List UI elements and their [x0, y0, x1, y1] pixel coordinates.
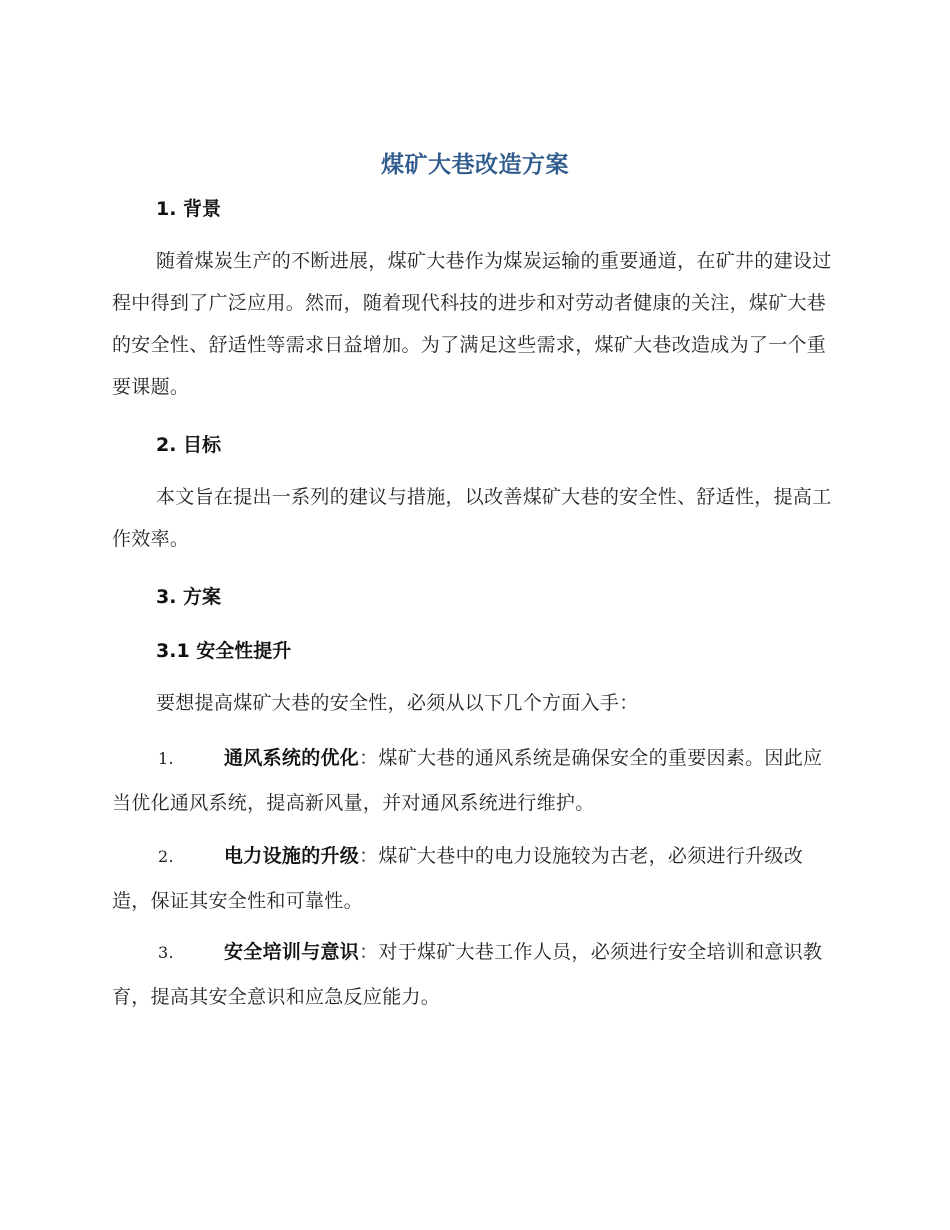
list-text: ：对于煤矿大巷工作人员，必须进行安全培训和意识教育，提高其安全意识和应急反应能力。 — [112, 941, 823, 1008]
list-number: 2. — [158, 847, 174, 866]
section-paragraph-goal: 本文旨在提出一系列的建议与措施，以改善煤矿大巷的安全性、舒适性，提高工作效率。 — [112, 486, 832, 550]
list-term: 安全培训与意识 — [224, 941, 360, 963]
list-text: ：煤矿大巷中的电力设施较为古老，必须进行升级改造，保证其安全性和可靠性。 — [112, 845, 804, 912]
section-heading-plan: 3. 方案 — [156, 586, 222, 608]
list-number: 3. — [158, 943, 174, 962]
section-heading-background: 1. 背景 — [156, 198, 222, 220]
section-paragraph-background: 随着煤炭生产的不断进展，煤矿大巷作为煤炭运输的重要通道，在矿井的建设过程中得到了广泛应用。然而，随着现代科技的进步和对劳动者健康的关注，煤矿大巷的安全性、舒适性等需求日益增加。为了满足这些需求，煤矿大巷改造成为了一个重要课题。 — [112, 250, 832, 398]
list-item — [112, 930, 836, 1019]
list-text: ：煤矿大巷的通风系统是确保安全的重要因素。因此应当优化通风系统，提高新风量，并对通风系统进行维护。 — [112, 747, 823, 814]
list-term: 电力设施的升级 — [224, 845, 360, 867]
document-title: 煤矿大巷改造方案 — [381, 152, 569, 178]
list-term: 通风系统的优化 — [224, 747, 360, 769]
section-paragraph-safety: 要想提高煤矿大巷的安全性，必须从以下几个方面入手： — [156, 692, 639, 714]
list-item — [112, 736, 836, 825]
section-heading-safety: 3.1 安全性提升 — [156, 640, 292, 662]
section-heading-goal: 2. 目标 — [156, 434, 222, 456]
list-item — [112, 834, 836, 923]
list-number: 1. — [158, 749, 174, 768]
